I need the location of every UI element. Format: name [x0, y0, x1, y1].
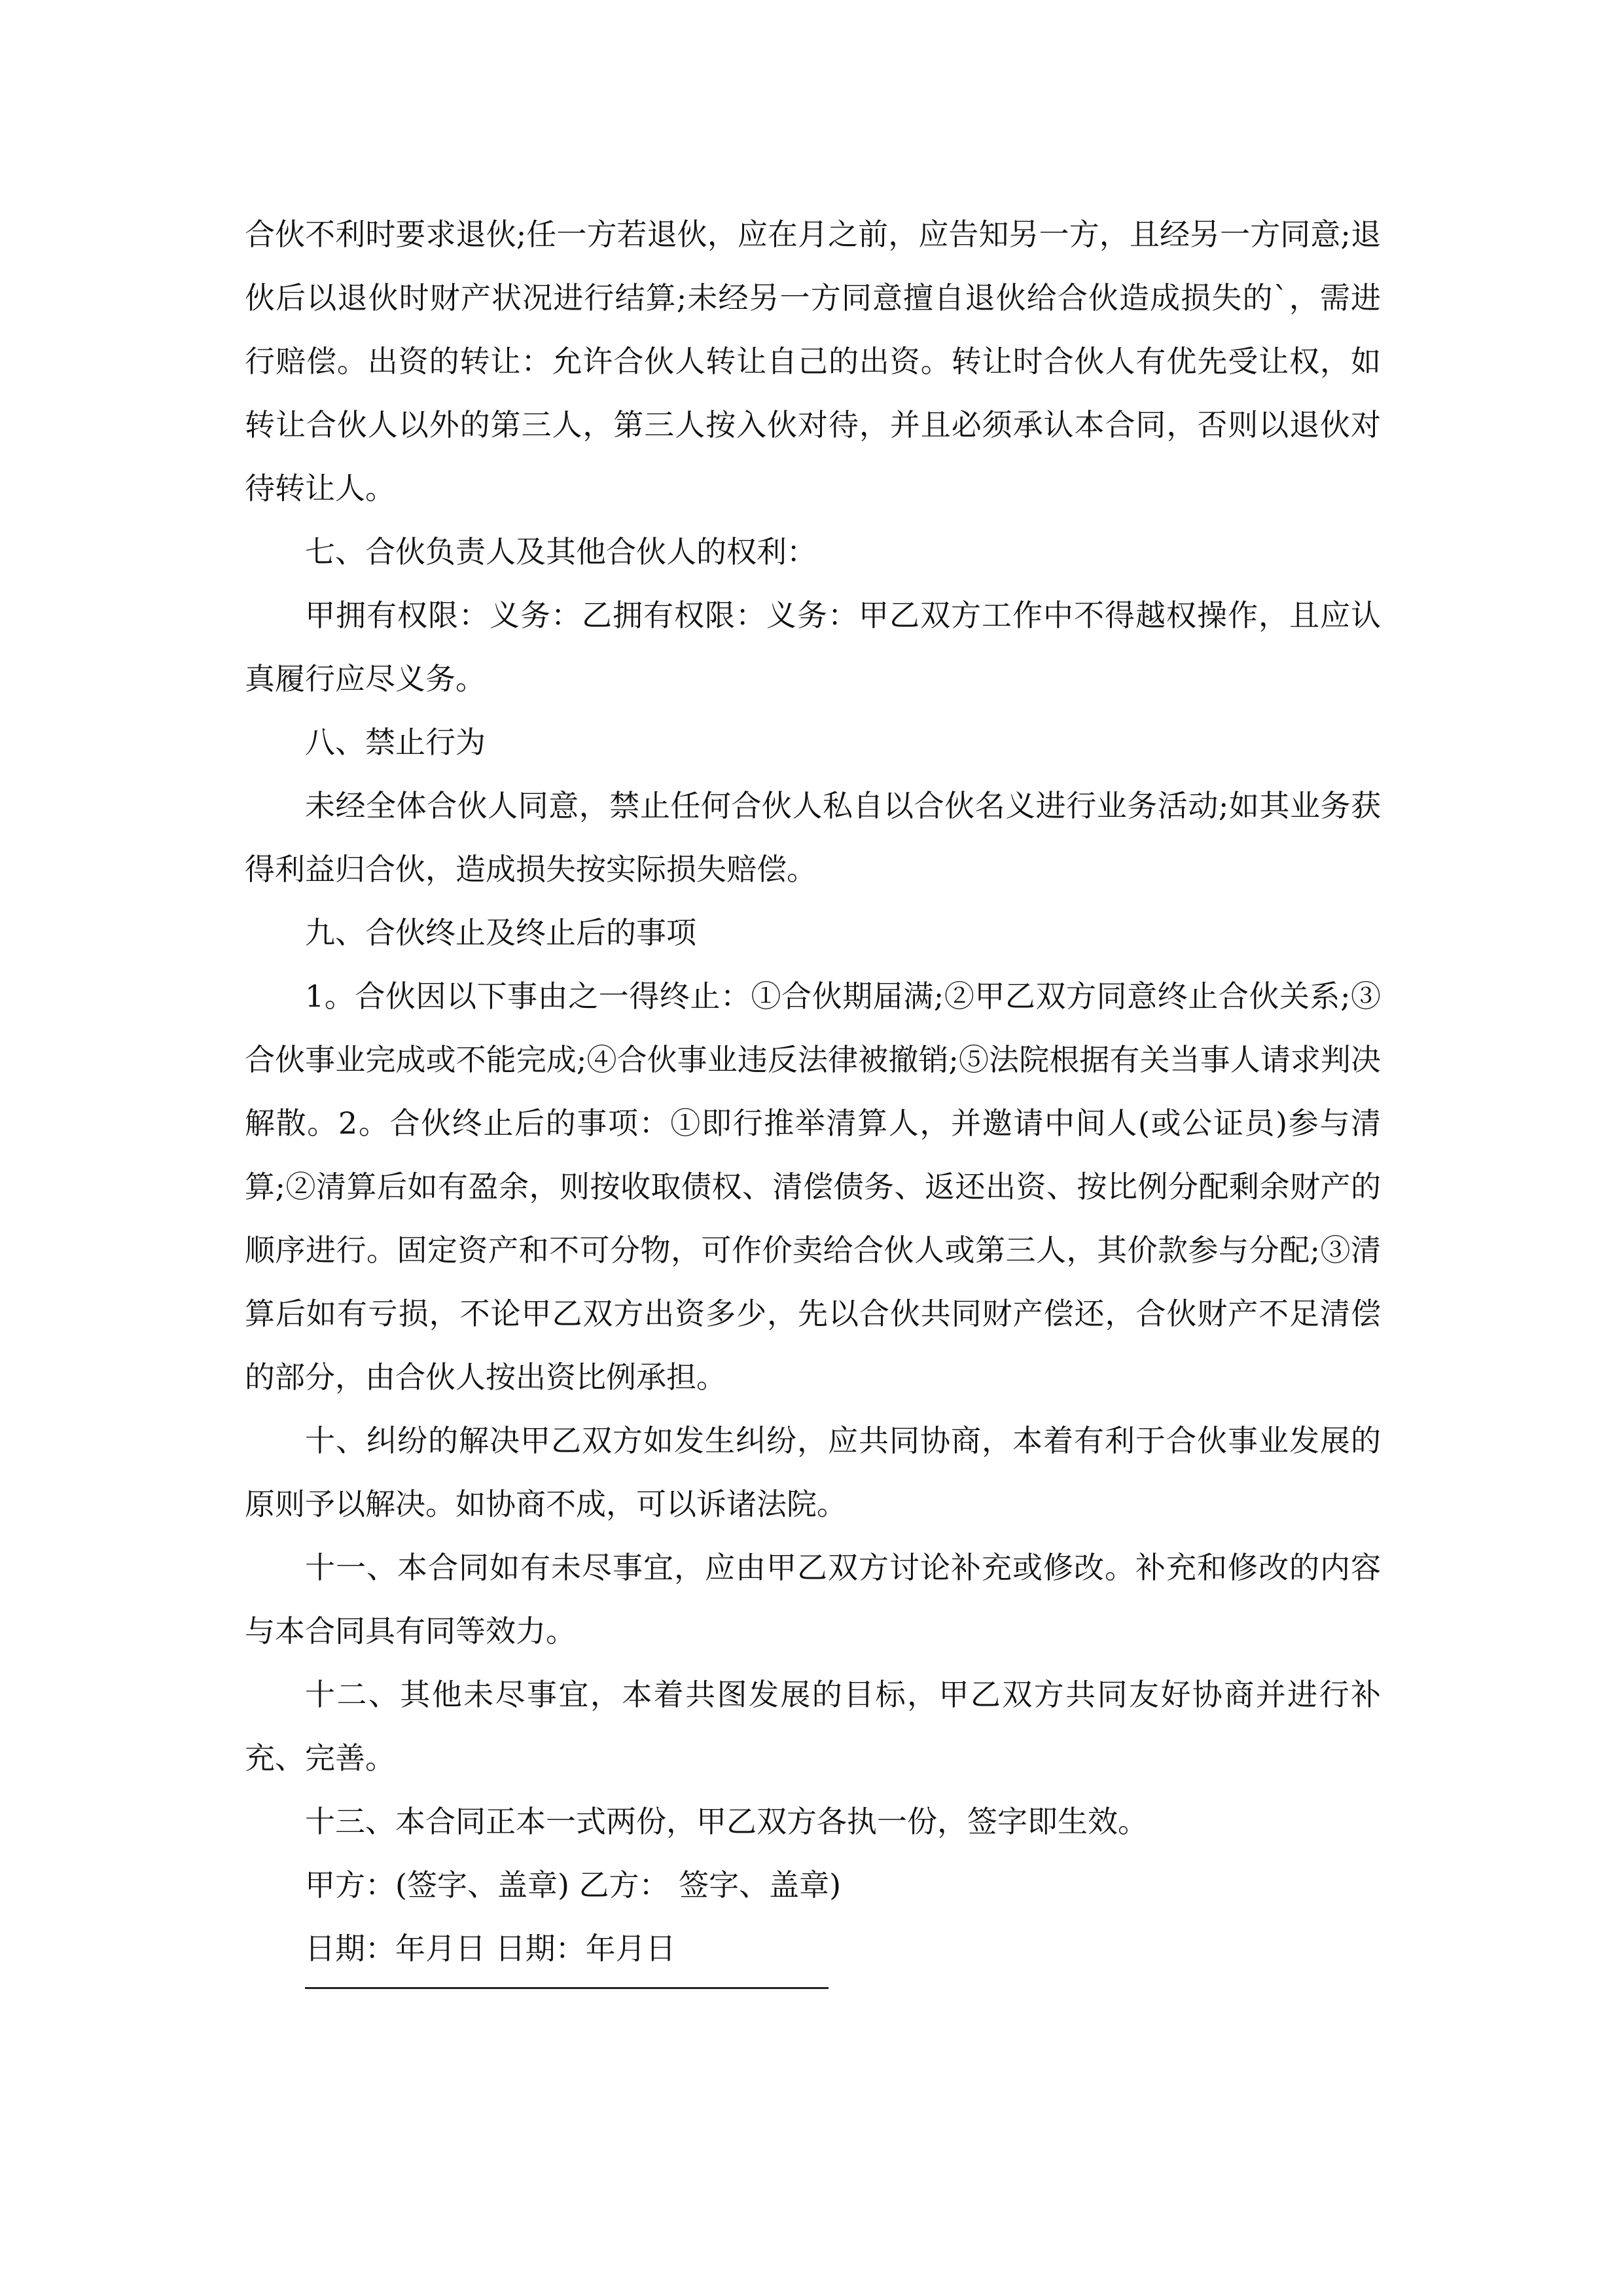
- paragraph-termination: 1。合伙因以下事由之一得终止：①合伙期届满;②甲乙双方同意终止合伙关系;③合伙事业完成或不能完成;④合伙事业违反法律被撤销;⑤法院根据有关当事人请求判决解散。2。合伙终止后的事项：①即行推举清算人，并邀请中间人(或公证员)参与清算;②清算后如有盈余，则按收取债权、清偿债务、返还出资、按比例分配剩余财产的顺序进行。固定资产和不可分物，可作价卖给合伙人或第三人，其价款参与分配;③清算后如有亏损，不论甲乙双方出资多少，先以合伙共同财产偿还，合伙财产不足清偿的部分，由合伙人按出资比例承担。: [245, 978, 1381, 1395]
- paragraph-copies: 十三、本合同正本一式两份，甲乙双方各执一份，签字即生效。: [305, 1804, 1148, 1839]
- heading-article-8: 八、禁止行为: [305, 725, 486, 760]
- closing-rule-divider: [305, 1987, 829, 1989]
- paragraph-rights: 甲拥有权限：义务：乙拥有权限：义务：甲乙双方工作中不得越权操作，且应认真履行应尽义务。: [245, 598, 1381, 696]
- document-body: [245, 203, 1381, 1989]
- paragraph-withdrawal-continued: 合伙不利时要求退伙;任一方若退伙，应在月之前，应告知另一方，且经另一方同意;退伙后以退伙时财产状况进行结算;未经另一方同意擅自退伙给合伙造成损失的`，需进行赔偿。出资的转让：允许合伙人转让自己的出资。转让时合伙人有优先受让权，如转让合伙人以外的第三人，第三人按入伙对待，并且必须承认本合同，否则以退伙对待转让人。: [245, 217, 1381, 506]
- paragraph-dispute-resolution: 十、纠纷的解决甲乙双方如发生纠纷，应共同协商，本着有利于合伙事业发展的原则予以解决。如协商不成，可以诉诸法院。: [245, 1423, 1381, 1522]
- paragraph-other-matters: 十二、其他未尽事宜，本着共图发展的目标，甲乙双方共同友好协商并进行补充、完善。: [245, 1677, 1381, 1776]
- heading-article-9: 九、合伙终止及终止后的事项: [305, 915, 696, 950]
- paragraph-prohibited-acts: 未经全体合伙人同意，禁止任何合伙人私自以合伙名义进行业务活动;如其业务获得利益归合伙，造成损失按实际损失赔偿。: [245, 788, 1381, 887]
- heading-article-7: 七、合伙负责人及其他合伙人的权利：: [305, 534, 817, 569]
- paragraph-amendment: 十一、本合同如有未尽事宜，应由甲乙双方讨论补充或修改。补充和修改的内容与本合同具有同等效力。: [245, 1550, 1381, 1649]
- signature-line: 甲方：(签字、盖章) 乙方： 签字、盖章): [305, 1867, 842, 1903]
- date-line: 日期：年月日 日期：年月日: [305, 1931, 676, 1966]
